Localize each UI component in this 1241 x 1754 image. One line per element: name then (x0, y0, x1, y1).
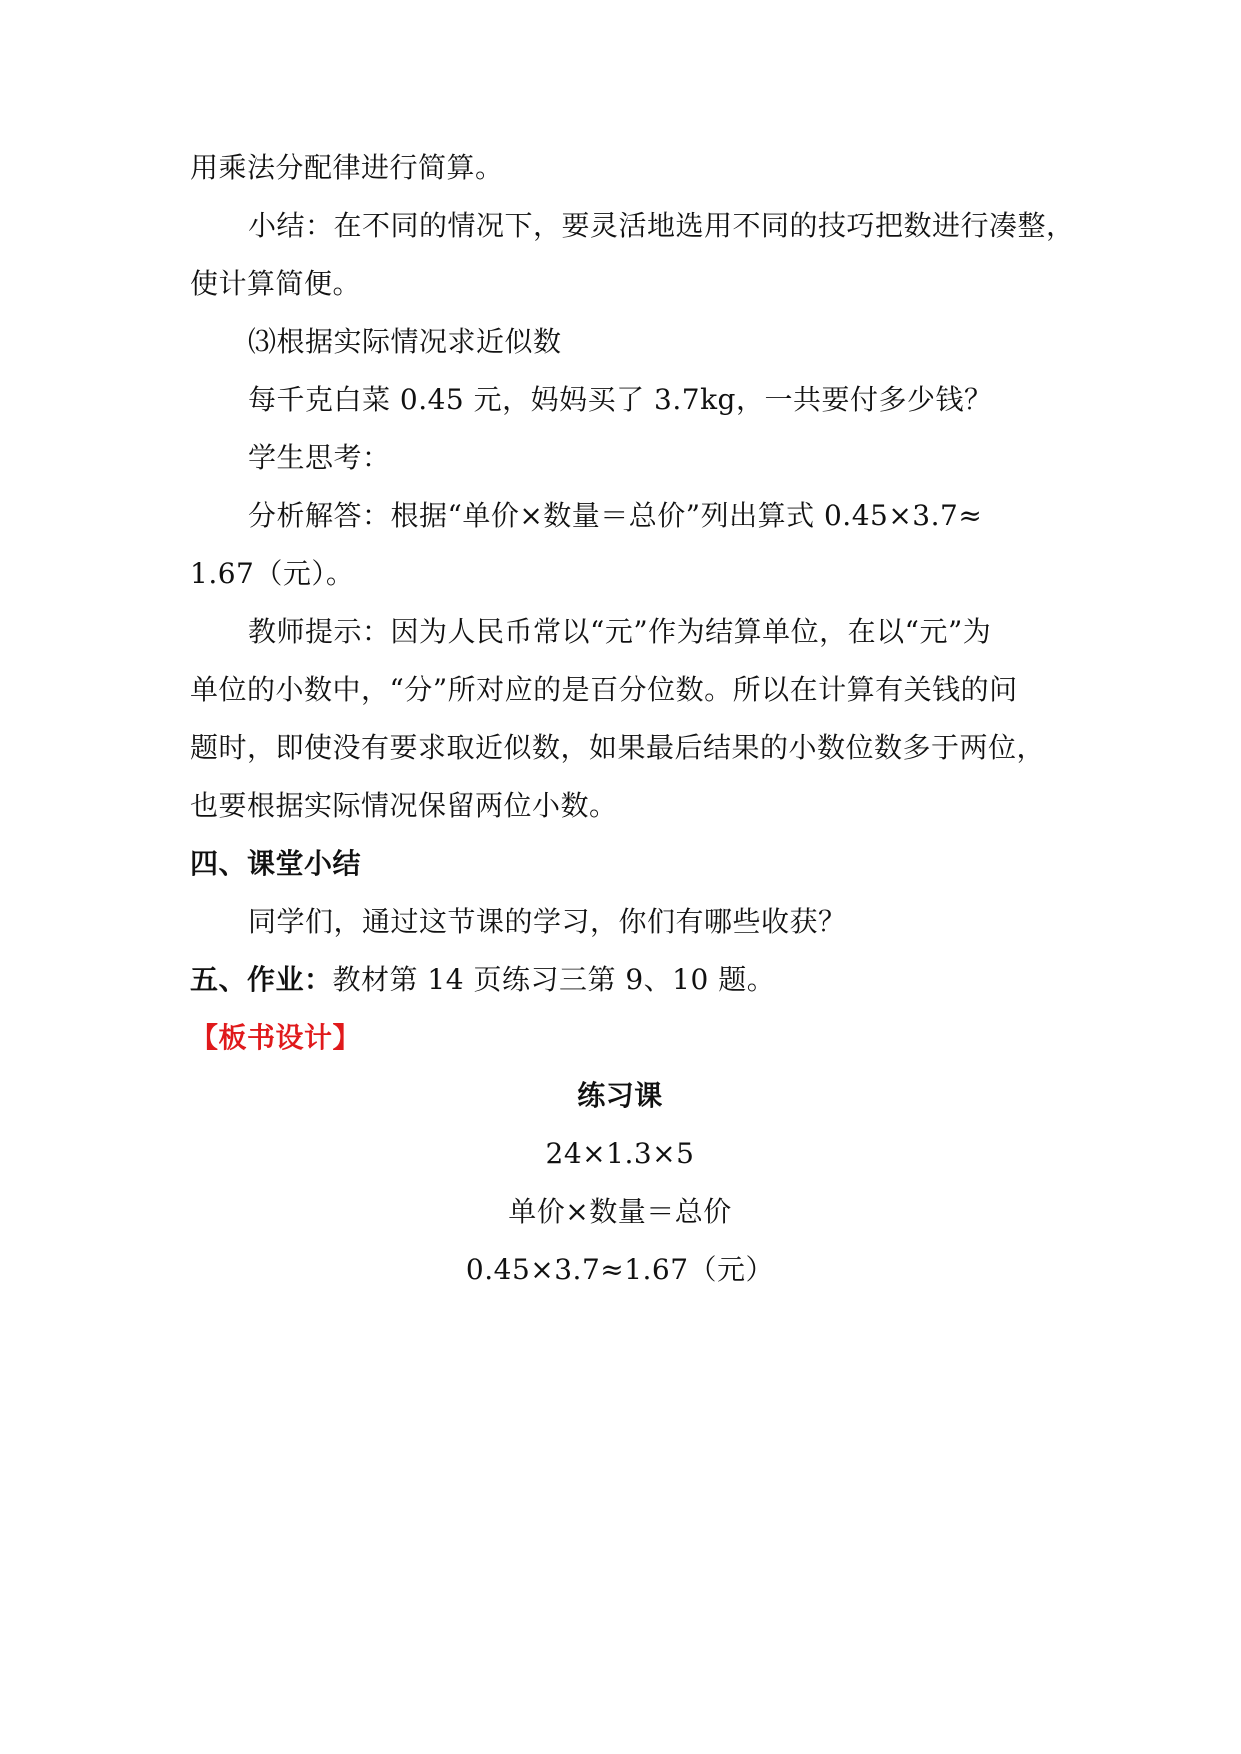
paragraph-line: 用乘法分配律进行简算。 (190, 151, 504, 184)
board-line: 24×1.3×5 (545, 1137, 695, 1170)
board-line: 0.45×3.7≈1.67（元） (465, 1253, 775, 1286)
section5-body: 教材第 14 页练习三第 9、10 题。 (332, 963, 776, 996)
summary-line: 小结：在不同的情况下，要灵活地选用不同的技巧把数进行凑整， (248, 209, 1075, 242)
summary-line-continued: 使计算简便。 (190, 267, 362, 300)
subsection-title: ⑶根据实际情况求近似数 (248, 325, 562, 358)
student-thinking-label: 学生思考： (248, 441, 391, 474)
section4-heading: 四、课堂小结 (190, 847, 362, 880)
section5-line (190, 960, 1060, 1000)
teacher-tip-line: 也要根据实际情况保留两位小数。 (190, 789, 618, 822)
teacher-tip-line: 教师提示：因为人民币常以“元”作为结算单位，在以“元”为 (248, 615, 992, 648)
problem-text: 每千克白菜 0.45 元，妈妈买了 3.7kg，一共要付多少钱？ (248, 383, 993, 416)
section4-body: 同学们，通过这节课的学习，你们有哪些收获？ (248, 905, 847, 938)
analysis-line: 分析解答：根据“单价×数量＝总价”列出算式 0.45×3.7≈ (248, 499, 983, 532)
board-title: 练习课 (577, 1079, 663, 1112)
section5-heading: 五、作业： (190, 963, 333, 996)
teacher-tip-line: 题时，即使没有要求取近似数，如果最后结果的小数位数多于两位， (190, 731, 1046, 764)
teacher-tip-line: 单位的小数中，“分”所对应的是百分位数。所以在计算有关钱的问 (190, 673, 1018, 706)
analysis-line-continued: 1.67（元）。 (190, 557, 355, 590)
board-design-heading: 【板书设计】 (190, 1021, 362, 1054)
board-line: 单价×数量＝总价 (508, 1195, 732, 1228)
